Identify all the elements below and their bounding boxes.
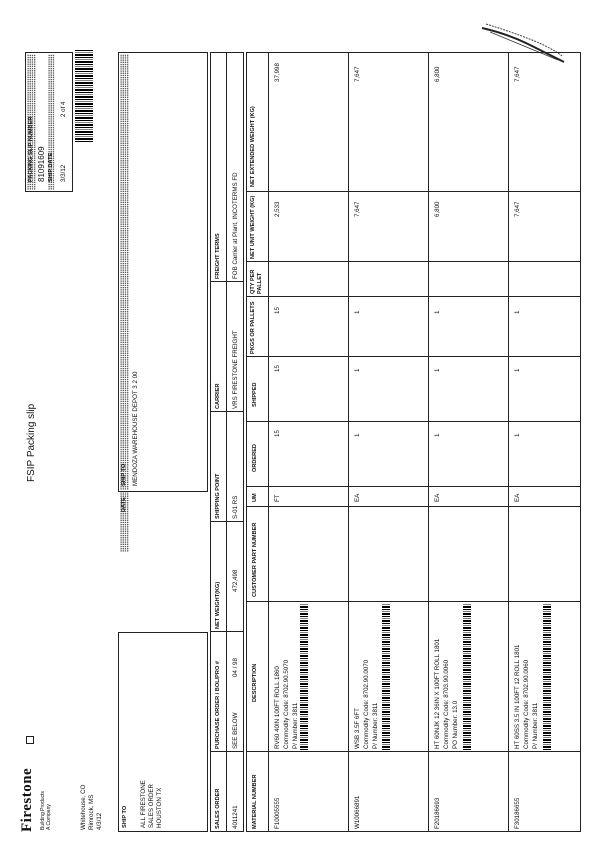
document-title: FSIP Packing slip: [26, 403, 37, 482]
row-desc-1: HT 60NJK 12 36IN X 100FT ROLL 1801: [434, 638, 441, 749]
purchase-order-label: PURCHASE ORDER / BOL/PRO #: [215, 661, 221, 749]
row-ordered: 1: [434, 433, 441, 437]
row-net-unit: 6,800: [434, 201, 441, 217]
row-net-extended: 37,998: [274, 63, 281, 82]
row-net-unit: 2,533: [274, 201, 281, 217]
net-weight-value: 472,498: [232, 569, 239, 592]
col-net-unit: NET UNIT WEIGHT (KG): [250, 195, 256, 259]
sales-order-value: 4011241: [232, 805, 239, 829]
sales-order-label: SALES ORDER: [215, 788, 221, 829]
row-desc-2: Commodity Code: 8702.90.0060: [523, 659, 530, 749]
row-net-extended: 6,800: [434, 66, 441, 82]
row-pkgs: 1: [514, 310, 521, 314]
bol-value: 04 / 98: [232, 658, 239, 677]
col-material: MATERIAL NUMBER: [252, 774, 258, 829]
bill-to-line-3: HOUSTON TX: [156, 787, 163, 828]
row-shipped: 1: [354, 368, 361, 372]
freight-terms-label: FREIGHT TERMS: [215, 233, 221, 279]
row-desc-1: HT 60SS 3.5 IN 100FT 12 ROLL 1801: [514, 644, 521, 749]
row-pkgs: 15: [274, 307, 281, 314]
bill-to-label: SHIP TO: [122, 805, 128, 828]
row-net-extended: 7,647: [514, 66, 521, 82]
row-shipped: 15: [274, 365, 281, 372]
row-barcode: [382, 604, 390, 750]
row-desc-1: WSB 3.5F 6FT: [354, 708, 361, 749]
row-shipped: 1: [434, 368, 441, 372]
id-box-header: PACKING SLIP NUMBER: [28, 116, 34, 182]
company-address-2: Rimrock, MS: [88, 794, 95, 830]
row-pkgs: 1: [434, 310, 441, 314]
net-weight-label: NET WEIGHT(KG): [215, 581, 221, 629]
row-material: F20186693: [434, 797, 441, 829]
company-address-1: Whitehouse, CO: [80, 784, 87, 830]
ship-to-label: SHIP TO: [121, 463, 127, 486]
company-logo: Firestone: [19, 767, 35, 832]
col-qty-pallet: QTY PER PALLET: [250, 269, 263, 294]
row-desc-3: PO Number: 13.0: [452, 700, 459, 749]
row-shipped: 1: [514, 368, 521, 372]
carrier-label: CARRIER: [215, 383, 221, 409]
header-barcode: [75, 50, 93, 142]
row-desc-2: Commodity Code: 8703.90.0060: [443, 659, 450, 749]
row-ordered: 1: [514, 433, 521, 437]
packing-slip-number: 81091609: [37, 146, 46, 182]
row-material: W10066891: [354, 795, 361, 829]
row-desc-3: P/ Number: 3811: [532, 702, 539, 749]
row-material: F10005555: [274, 797, 281, 829]
row-net-unit: 7,647: [514, 201, 521, 217]
ship-date-value: 3/3/12: [60, 164, 67, 182]
row-barcode: [300, 604, 308, 750]
row-desc-2: Commodity Code: 8702.90.5070: [283, 659, 290, 749]
row-uom: EA: [354, 493, 361, 502]
purchase-order-value: SEE BELOW: [232, 712, 239, 749]
row-uom: FT: [274, 494, 281, 502]
row-desc-1: RV60 40IN 100FT ROLL 1860: [274, 666, 281, 749]
ship-date-label: SHIP DATE: [48, 152, 54, 182]
freight-terms-value: FOB Carrier at Plant, INCOTERMS FD: [232, 172, 239, 279]
shipping-point-label: SHIPPING POINT: [215, 473, 221, 519]
date-stamp-label: DATE: [121, 497, 127, 512]
row-ordered: 15: [274, 430, 281, 437]
company-seal-icon: [26, 736, 34, 744]
ship-to-header-shade: [120, 54, 129, 490]
col-description: DESCRIPTION: [252, 663, 258, 702]
col-net-extended: NET EXTENDED WEIGHT (KG): [250, 106, 256, 187]
page-indicator: 2 of 4: [60, 101, 67, 117]
col-shipped: SHIPPED: [252, 382, 258, 407]
bill-to-line-2: SALES ORDER: [148, 783, 155, 828]
row-uom: EA: [514, 493, 521, 502]
col-uom: UM: [252, 493, 258, 502]
row-barcode: [463, 604, 471, 750]
bill-to-box: [118, 632, 208, 832]
col-pkgs: PKGS OR PALLETS: [250, 301, 256, 354]
company-line-1: Building Products: [40, 791, 46, 830]
col-customer-part: CUSTOMER PART NUMBER: [252, 522, 258, 597]
carrier-value: VRS FIRESTONE FREIGHT: [232, 330, 239, 409]
row-desc-2: Commodity Code: 8702.90.0070: [363, 659, 370, 749]
ship-to-name: MENDOZA WAREHOUSE DEPOT 3 2 00: [132, 371, 139, 486]
row-uom: EA: [434, 493, 441, 502]
row-pkgs: 1: [354, 310, 361, 314]
row-ordered: 1: [354, 433, 361, 437]
row-desc-3: P/ Number: 3811: [292, 702, 299, 749]
row-desc-3: P/ Number: 3811: [372, 702, 379, 749]
row-material: F30186655: [514, 797, 521, 829]
shipping-point-value: S-01 RS: [232, 495, 239, 519]
col-ordered: ORDERED: [252, 444, 258, 472]
company-address-3: 4/3/12: [96, 812, 103, 830]
row-net-extended: 7,647: [354, 66, 361, 82]
bill-to-line-1: ALL FIRESTONE: [140, 780, 147, 828]
row-barcode: [543, 604, 551, 750]
company-line-2: A Company: [46, 804, 52, 830]
row-net-unit: 7,647: [354, 201, 361, 217]
